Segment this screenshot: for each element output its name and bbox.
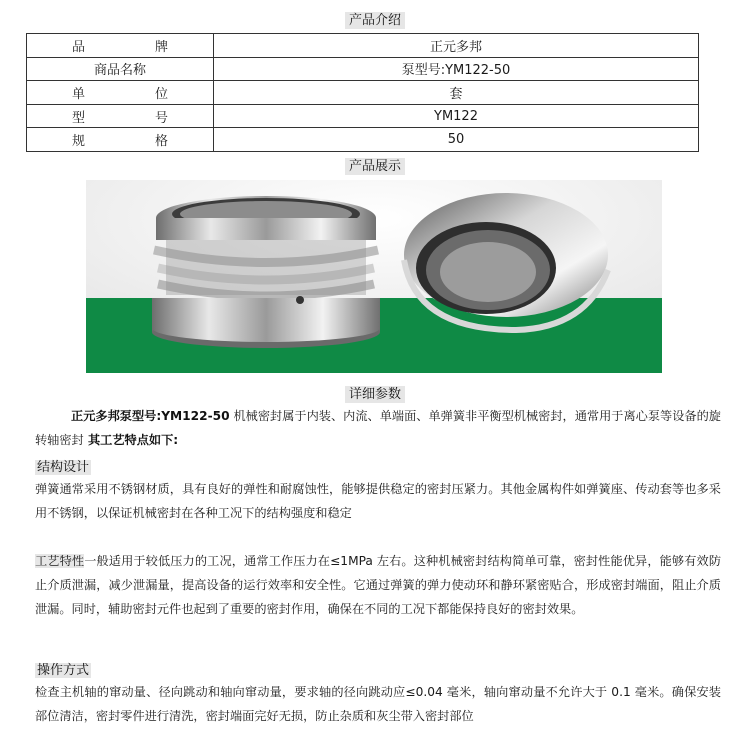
table-value: 套 <box>214 81 699 105</box>
table-key-cell <box>27 57 214 81</box>
process-paragraph <box>35 549 721 622</box>
intro-lead: 正元多邦泵型号:YM122-50 <box>71 409 230 423</box>
table-key: 型号 <box>72 110 168 126</box>
table-value: 正元多邦 <box>214 34 699 58</box>
table-row <box>27 34 699 58</box>
table-key: 商品名称 <box>93 63 146 79</box>
table-key-cell <box>27 81 214 105</box>
table-row <box>27 81 699 105</box>
intro-text: 机械密封属于内装、内流、单端面、单弹簧非平衡型机械密封，通常用于离心泵等设备的旋转轴密封 <box>35 409 721 448</box>
structure-heading: 结构设计 <box>37 460 90 475</box>
intro-title: 产品介绍 <box>0 9 750 28</box>
table-value: 50 <box>214 128 699 152</box>
operation-heading: 操作方式 <box>37 663 90 678</box>
structure-paragraph: 弹簧通常采用不锈钢材质，具有良好的弹性和耐腐蚀性，能够提供稳定的密封压紧力。其他金属构件如弹簧座、传动套等也多采用不锈钢，以保证机械密封在各种工况下的结构强度和稳定 <box>35 482 721 521</box>
process-heading: 工艺特性 <box>35 554 85 568</box>
operation-paragraph: 检查主机轴的窜动量、径向跳动和轴向窜动量，要求轴的径向跳动应≤0.04 毫米，轴向窜动量不允许大于 0.1 毫米。确保安装部位清洁，密封零件进行清洗，密封端面完好无损，防止杂质和灰尘带入密封部位 <box>35 685 721 724</box>
table-key: 规格 <box>72 134 168 150</box>
table-key-cell <box>27 34 214 58</box>
product-photo <box>86 180 662 373</box>
product-info-table <box>26 33 699 152</box>
table-row <box>27 57 699 81</box>
table-key-cell <box>27 128 214 152</box>
table-row <box>27 128 699 152</box>
table-key-cell <box>27 104 214 128</box>
process-text: 一般适用于较低压力的工况，通常工作压力在≤1MPa 左右。这种机械密封结构简单可靠，密封性能优异，能够有效防止介质泄漏，减少泄漏量，提高设备的运行效率和安全性。它通过弹簧的弹力使动环和静环紧密贴合，形成密封端面，阻止介质泄漏。同时，辅助密封元件也起到了重要的密封作用，确保在不同的工况下都能保持良好的密封效果。 <box>35 554 722 617</box>
table-key: 品牌 <box>72 39 168 55</box>
seal-assembly-image <box>152 196 380 348</box>
table-value: YM122 <box>214 104 699 128</box>
params-title: 详细参数 <box>0 383 750 402</box>
intro-paragraph <box>35 404 721 452</box>
display-title: 产品展示 <box>0 155 750 174</box>
table-key: 单位 <box>72 86 168 102</box>
intro-tail: 其工艺特点如下: <box>83 433 179 448</box>
table-row <box>27 104 699 128</box>
seal-ring-image <box>404 193 608 330</box>
table-value: 泵型号:YM122-50 <box>214 57 699 81</box>
